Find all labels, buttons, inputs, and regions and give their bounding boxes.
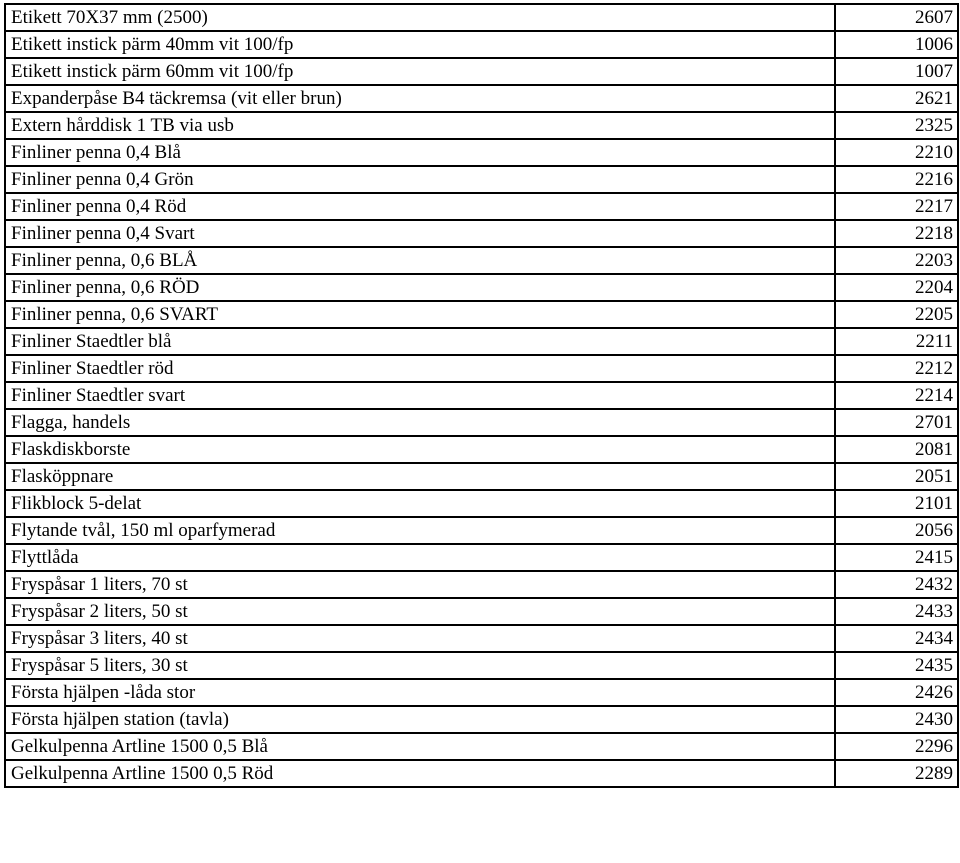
product-name-cell: Etikett 70X37 mm (2500): [5, 4, 835, 31]
table-row: [5, 409, 958, 436]
product-number-cell: 2211: [835, 328, 958, 355]
product-name-cell: Finliner penna, 0,6 SVART: [5, 301, 835, 328]
product-number-cell: 2214: [835, 382, 958, 409]
product-number-cell: 2212: [835, 355, 958, 382]
product-name-cell: Finliner penna 0,4 Grön: [5, 166, 835, 193]
table-row: [5, 625, 958, 652]
product-name-cell: Flyttlåda: [5, 544, 835, 571]
product-name-cell: Expanderpåse B4 täckremsa (vit eller brun): [5, 85, 835, 112]
product-name-cell: Finliner penna, 0,6 RÖD: [5, 274, 835, 301]
table-row: [5, 220, 958, 247]
product-name-cell: Finliner penna 0,4 Svart: [5, 220, 835, 247]
table-row: [5, 166, 958, 193]
product-number-cell: 2296: [835, 733, 958, 760]
product-number-cell: 2203: [835, 247, 958, 274]
product-number-cell: 2056: [835, 517, 958, 544]
product-name-cell: Flikblock 5-delat: [5, 490, 835, 517]
product-number-cell: 2081: [835, 436, 958, 463]
product-number-cell: 2426: [835, 679, 958, 706]
product-number-cell: 2216: [835, 166, 958, 193]
table-row: [5, 355, 958, 382]
product-number-cell: 2101: [835, 490, 958, 517]
table-row: [5, 58, 958, 85]
product-number-cell: 1007: [835, 58, 958, 85]
product-name-cell: Fryspåsar 5 liters, 30 st: [5, 652, 835, 679]
product-name-cell: Finliner Staedtler blå: [5, 328, 835, 355]
table-row: [5, 382, 958, 409]
product-number-cell: 2433: [835, 598, 958, 625]
product-number-cell: 2205: [835, 301, 958, 328]
product-number-cell: 1006: [835, 31, 958, 58]
product-number-cell: 2218: [835, 220, 958, 247]
product-name-cell: Gelkulpenna Artline 1500 0,5 Blå: [5, 733, 835, 760]
table-row: [5, 571, 958, 598]
table-row: [5, 652, 958, 679]
table-row: [5, 760, 958, 787]
product-name-cell: Första hjälpen station (tavla): [5, 706, 835, 733]
table-row: [5, 490, 958, 517]
product-number-cell: 2621: [835, 85, 958, 112]
product-number-cell: 2432: [835, 571, 958, 598]
table-row: [5, 112, 958, 139]
product-name-cell: Finliner Staedtler röd: [5, 355, 835, 382]
product-name-cell: Gelkulpenna Artline 1500 0,5 Röd: [5, 760, 835, 787]
product-name-cell: Flytande tvål, 150 ml oparfymerad: [5, 517, 835, 544]
product-number-cell: 2325: [835, 112, 958, 139]
table-row: [5, 274, 958, 301]
product-name-cell: Flasköppnare: [5, 463, 835, 490]
table-row: [5, 733, 958, 760]
table-row: [5, 139, 958, 166]
product-name-cell: Etikett instick pärm 60mm vit 100/fp: [5, 58, 835, 85]
table-row: [5, 31, 958, 58]
product-number-cell: 2204: [835, 274, 958, 301]
product-name-cell: Extern hårddisk 1 TB via usb: [5, 112, 835, 139]
product-number-cell: 2607: [835, 4, 958, 31]
table-row: [5, 4, 958, 31]
product-number-cell: 2289: [835, 760, 958, 787]
product-table: [4, 3, 959, 788]
table-row: [5, 463, 958, 490]
table-row: [5, 544, 958, 571]
product-name-cell: Flagga, handels: [5, 409, 835, 436]
product-name-cell: Etikett instick pärm 40mm vit 100/fp: [5, 31, 835, 58]
table-row: [5, 193, 958, 220]
product-name-cell: Fryspåsar 3 liters, 40 st: [5, 625, 835, 652]
product-name-cell: Finliner penna, 0,6 BLÅ: [5, 247, 835, 274]
product-number-cell: 2435: [835, 652, 958, 679]
table-row: [5, 247, 958, 274]
product-table-body: [5, 4, 958, 787]
table-row: [5, 598, 958, 625]
product-number-cell: 2210: [835, 139, 958, 166]
table-row: [5, 301, 958, 328]
product-name-cell: Finliner penna 0,4 Röd: [5, 193, 835, 220]
product-number-cell: 2217: [835, 193, 958, 220]
product-number-cell: 2430: [835, 706, 958, 733]
product-number-cell: 2701: [835, 409, 958, 436]
product-name-cell: Första hjälpen -låda stor: [5, 679, 835, 706]
product-number-cell: 2415: [835, 544, 958, 571]
table-row: [5, 436, 958, 463]
product-name-cell: Flaskdiskborste: [5, 436, 835, 463]
table-row: [5, 679, 958, 706]
product-number-cell: 2434: [835, 625, 958, 652]
table-row: [5, 517, 958, 544]
product-number-cell: 2051: [835, 463, 958, 490]
table-row: [5, 328, 958, 355]
product-name-cell: Fryspåsar 2 liters, 50 st: [5, 598, 835, 625]
product-name-cell: Finliner Staedtler svart: [5, 382, 835, 409]
table-row: [5, 85, 958, 112]
product-name-cell: Finliner penna 0,4 Blå: [5, 139, 835, 166]
table-row: [5, 706, 958, 733]
product-name-cell: Fryspåsar 1 liters, 70 st: [5, 571, 835, 598]
